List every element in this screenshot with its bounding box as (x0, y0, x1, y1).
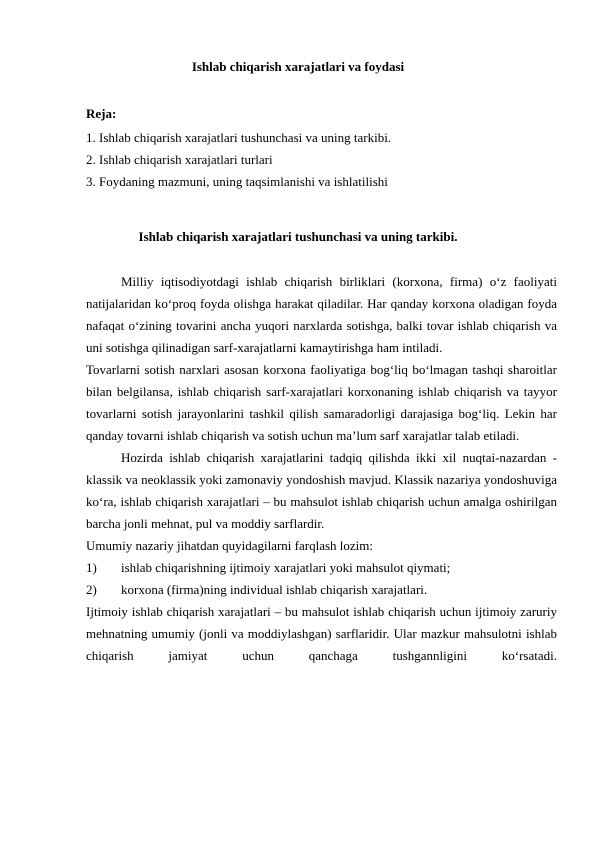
list-number: 2) (86, 582, 97, 597)
plan-item: 2. Ishlab chiqarish xarajatlari turlari (86, 152, 273, 167)
list-number: 1) (86, 560, 97, 575)
paragraph: Tovarlarni sotish narxlari asosan korxona faoliyatiga bog‘liq bo‘lmagan tashqi sharoitlar bilan belgilansa, ishlab chiqarish sarf-xarajatlari korxonaning ishlab chiqarish va tayyor tovarlarni sotish jarayonlarini tashkil qilish samaradorligi darajasiga bog‘liq. Lekin har qanday tovarni ishlab chiqarish va sotish uchun ma’lum sarf xarajatlar talab etiladi. (86, 362, 557, 443)
list-item-text: korxona (firma)ning individual ishlab chiqarish xarajatlari. (121, 582, 428, 597)
numbered-list-item (86, 557, 557, 579)
section-title: Ishlab chiqarish xarajatlari tushunchasi va uning tarkibi. (138, 229, 458, 244)
document-title: Ishlab chiqarish xarajatlari va foydasi (191, 59, 405, 74)
paragraph: Ijtimoiy ishlab chiqarish xarajatlari – bu mahsulot ishlab chiqarish uchun ijtimoiy zaruriy mehnatning umumiy (jonli va moddiylashgan) sarflaridir. Ular mazkur mahsulotni ishlab chiqarish jamiyat uchun qanchaga tushgannligini ko‘rsatadi. (86, 604, 557, 663)
plan-item: 3. Foydaning mazmuni, uning taqsimlanishi va ishlatilishi (86, 174, 388, 189)
numbered-list-item (86, 579, 557, 601)
paragraph: Milliy iqtisodiyotdagi ishlab chiqarish birliklari (korxona, firma) o‘z faoliyati natijalaridan ko‘proq foyda olishga harakat qiladilar. Har qanday korxona oladigan foyda nafaqat o‘zining tovarini ancha yuqori narxlarda sotishga, balki tovar ishlab chiqarish va uni sotishga qilinadigan sarf-xarajatlarni kamaytirishga ham intiladi. (86, 274, 557, 355)
plan-item: 1. Ishlab chiqarish xarajatlari tushunchasi va uning tarkibi. (86, 130, 392, 145)
body-text (86, 271, 557, 667)
paragraph: Hozirda ishlab chiqarish xarajatlarini tadqiq qilishda ikki xil nuqtai-nazardan - klassik va neoklassik yoki zamonaviy yondoshish mavjud. Klassik nazariya yondoshuviga ko‘ra, ishlab chiqarish xarajatlari – bu mahsulot ishlab chiqarish uchun amalga oshirilgan barcha jonli mehnat, pul va moddiy sarflardir. (86, 450, 557, 531)
plan-heading: Reja: (86, 106, 117, 121)
plan-list (86, 129, 566, 195)
list-item-text: ishlab chiqarishning ijtimoiy xarajatlari yoki mahsulot qiymati; (121, 560, 451, 575)
paragraph: Umumiy nazariy jihatdan quyidagilarni farqlash lozim: (86, 538, 374, 553)
